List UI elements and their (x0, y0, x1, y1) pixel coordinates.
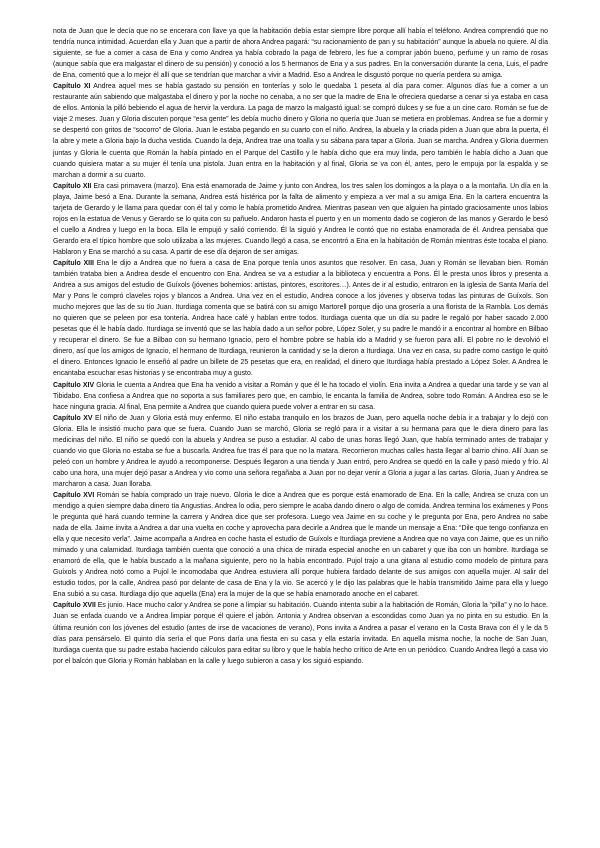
paragraph-text: Es junio. Hace mucho calor y Andrea se pone a limpiar su habitación. Cuando intenta subir a la habitación de Román, Gloria la “pilla” y no lo hace. Juan se enfada cuando ve a Andrea limpiar porque él quiere el jabón. Antonia y Andrea observan a escondidas como Juan ya no pinta en su estudio. En la última reunión con los jóvenes del estudio (antes de irse de vacaciones de verano), Pons invita a Andrea a pasar el verano en la Costa Brava con él y le da 5 días para pensárselo. El quinto día sería el que Pons daría una fiesta en su casa y ella estaría invitada. En aquella misma noche, la noche de San Juan, Iturdiaga cuenta que su padre estaba haciendo cálculos para editar su libro y que le había hecho crítico de Arte en un periódico. Cuando Andrea llegó a casa vio por el balcón que Gloria y Román hablaban en la calle y luego subieron a casa y los siguió espiando. (53, 602, 548, 665)
paragraph-text: Era casi primavera (marzo). Ena está enamorada de Jaime y junto con Andrea, los tres salen los domingos a la playa o a la montaña. Un día en la playa, Jaime besó a Ena. Durante la semana, Andrea está histérica por la falta de alimento y empieza a ver mal a su amiga Ena. En la cartera encuentra la tarjeta de Gerardo y le llama para quedar con él tal y como le había prometido Andrea. Mientras pasean ven que alguien ha pintado graciosamente unos labios rojos en la estatua de Venus y Gerardo se lo quita con su pañuelo. Andaron hasta el puerto y en un momento dado se cogieron de las manos y Gerardo le besó el cuello a Andrea y luego en la boca. Ella le empujó y salió corriendo. Él la siguió y Andrea le contó que no estaba enamorada de él. Andrea pensaba que Gerardo era el típico hombre que solo utilizaba a las mujeres. Cuando llegó a casa, se encontró a Ena en la habitación de Román mientras éste tocaba el piano. Hablaron y Ena se marchó a su casa. A partir de ese día dejaron de ser amigas. (53, 182, 549, 256)
paragraph-intro (53, 26, 548, 81)
paragraph-text: Andrea aquel mes se había gastado su pensión en tonterías y solo le quedaba 1 peseta al día para comer. Algunos días fue a comer a un restaurante aún sabiendo que malgastaba el dinero y por la noche no cenaba, a no ser que la madre de Ena le ofreciera quedarse a cenar si ya estaba en casa de ellos. Antonia la pilló bebiendo el agua de hervir la verdura. La paga de marzo la malgastó igual: se compró dulces y se fue a un cine caro. Román se fue de viaje 2 meses. Juan y Gloria discuten porque “esa gente” les debía mucho dinero y Gloria no quería que Juan se metiera en problemas. Andrea se fue a dormir y se despertó con gritos de “socorro” de Gloria. Juan le estaba pegando en su cuarto con el niño. Andrea, la abuela y la criada piden a Juan que abra la puerta, él la abre y mete a Gloria bajo la ducha vestida. Cuando la deja, Andrea trae una toalla y su sábana para tapar a Gloria. Juan se marcha. Andrea y Gloria duermen juntas y Gloria le cuenta que Román la había pintado en el Parque del Castillo y le había dicho que era muy linda, pero también le había dicho a Juan que cuando quisiera matar a su mujer él tenía una pistola. Juan entra en la habitación y al final, Gloria se va con él, antes, pero le empuja por la espalda y se marchan a dormir a su cuarto. (53, 83, 548, 179)
paragraph-text: Román se había comprado un traje nuevo. Gloria le dice a Andrea que es porque está enamorado de Ena. En la calle, Andrea se cruza con un mendigo a quien siempre daba dinero tía Angustias. Andrea lo odia, pero siempre le acaba dando dinero o algo de comida. Andrea termina los exámenes y Pons le pregunta qué hará cuando termine la carrera y Andrea dice que ser profesora. Luego vea Jaime en su coche y le pregunta por Ena, pero Andrea no sabe nada de ella. Jaime invita a Andrea a dar una vuelta en coche y aprovecha para decirle a Andrea que le mande un mensaje a Ena: “Dile que tengo confianza en ella y que necesito verla”. Jaime acompaña a Andrea en coche hasta el estudio de Guíxols e Iturdiaga previene a Andrea que no vaya con Jaime, que es un niño mimado y una calamidad. Iturdiaga también cuenta que conoció a una chica de mirada especial anoche en un cabaret y que iba con un hombre. Iturdiaga se enamoró de ella, que le había buscado a la mañana siguiente, pero no la había encontrado. Pujol trajo a una gitana al estudio como modelo de pintura para Guíxols y Andrea notó como a Pujol le incomodaba que Andrea estuviera allí porque hubiera fardado delante de sus amigos con aquella mujer. Al salir del estudio todos, por la calle, Andrea pasó por delante de casa de Ena y la vio. Se acercó y le dijo las palabras que le había transmitido Jaime para ella y luego Ena subió a su casa. Iturdiaga dijo que aquella (Ena) era la mujer de la que se había enamorado anoche en el cabaret. (53, 491, 549, 599)
paragraph-capitulo-xi (53, 81, 548, 180)
chapter-heading: Capítulo XVII (53, 602, 96, 610)
chapter-heading: Capítulo XV (53, 414, 93, 422)
paragraph-capitulo-xvii (53, 600, 548, 666)
paragraph-text: nota de Juan que le decía que no se encerara con llave ya que la habitación debía estar siempre libre porque allí había el teléfono. Andrea comprendió que no tendría nunca intimidad. Acuerdan ella y Juan que a partir de ahora Andrea pagará: “su racionamiento de pan y su habitación” aunque la abuela no quiere. Al día siguiente, se fue a comer a casa de Ena y como Andrea ya había cobrado la paga de febrero, les fue a comprar jabón bueno, perfume y un ramo de rosas (aunque sabía que era malgastar el dinero de su pensión) y conoció a los 5 hermanos de Ena y a sus padres. En la conversación durante la cena, Luis, el padre de Ena, comentó que a lo mejor él allí que se tendrían que marchar a vivir a Madrid. Eso a Andrea le disgustó porque no quería perdera su amiga. (53, 28, 548, 80)
paragraph-capitulo-xvi (53, 490, 548, 600)
chapter-heading: Capítulo XIV (53, 381, 95, 389)
chapter-heading: Capítulo XVI (53, 491, 95, 499)
paragraph-capitulo-xv (53, 413, 548, 490)
paragraph-text: Gloria le cuenta a Andrea que Ena ha venido a visitar a Román y que él le ha tocado el violín. Ena invita a Andrea a quedar una tarde y se van al Tibidabo. Ena confiesa a Andrea que no soporta a sus familiares pero que, en cambio, le encanta la familia de Andrea, sobre todo Román. A Andrea eso se le hace ninguna gracia. Al final, Ena permite a Andrea que cuando quiera puede volver a entrar en su casa. (53, 381, 548, 411)
paragraph-text: Ena le dijo a Andrea que no fuera a casa de Ena porque tenía unos asuntos que resolver. En casa, Juan y Román se llevaban bien. Román también trataba bien a Andrea desde el encuentro con Ena. Andrea se va a estudiar a la biblioteca y encuentra a Pons. Él le presta unos libros y presenta a Andrea a sus amigos del estudio de Guíxols (jóvenes bohemios: artistas, pintores, escritores…). Antes de ir al estudio, entraron en la iglesia de Santa María del Mar y Pons le compró claveles rojos y blancos a Andrea. Una vez en el estudio, Andrea conoce a los jóvenes y observa todas las pinturas de Guíxols. Son mucho mejores que las de su tío Juan. Iturdiaga comenta que se batirá con su amigo Martorell porque dijo una grosería a una florista de la Rambla. Los demás no quieren que se peleen por esa tontería. Andrea hace café y hablan entre todos. Iturdiaga cuenta que un día su padre le regaló por haber sacado 2.000 pesetas que él le había dado. Iturdiaga se inventó que se las había dado a un señor pobre, López Soler, y su padre le mandó ir a encontrar al hombre en Bilbao y recuperar el dinero. Se fue a Bilbao con su hermano Ignacio, pero el hombre pobre se había ido a Madrid y se fueron para allí. El pobre no le devolvió el dinero, así que los amigos de Ignacio, el hermano de Iturdiaga, reunieron la cantidad y se la dieron a Iturdiaga. Una vez en casa, su padre como castigo le quitó el dinero. Entonces Ignacio le enseñó al padre un billete de 25 pesetas que era, en realidad, el dinero que Iturdiaga había prestado a López Soler. A Andrea le encantaba escuchar esas historias y se encontraba muy a gusto. (53, 259, 548, 378)
chapter-heading: Capítulo XIII (53, 259, 94, 267)
paragraph-capitulo-xiii (53, 258, 548, 380)
paragraph-capitulo-xii (53, 181, 548, 258)
paragraph-capitulo-xiv (53, 380, 548, 413)
paragraph-text: El niño de Juan y Gloria está muy enfermo. El niño estaba tranquilo en los brazos de Juan, pero aquella noche debía ir a trabajar y lo dejó con Gloria. Ella le insistió mucho para que se fuera. Cuando Juan se marchó, Gloria se regló para ir a visitar a su hermana para que le diera dinero para las medicinas del niño. El niño se quedó con la abuela y Andrea se puso a estudiar. Al cabo de unas horas llegó Juan, que había terminado antes de trabajar y cuando vio que Gloria no estaba se fue a buscarla. Andrea fue tras él para que no la matara. Recorrieron muchas calles hasta llegar al barrio chino. Allí Juan se peleó con un hombre y Andrea le ayudó a recomponerse. Después llegaron a una tienda y Juan entró, pero Andrea se quedó en la calle y pasó miedo y frío. Al cabo una hora, una mujer dejó pasar a Andrea y vio como una señora regañaba a Juan por no dejar venir a Gloria a jugar a las cartas. Gloria, Juan y Andrea se marcharon a casa. Juan lloraba. (53, 414, 548, 488)
chapter-heading: Capítulo XII (53, 182, 92, 190)
chapter-heading: Capítulo XI (53, 83, 91, 91)
